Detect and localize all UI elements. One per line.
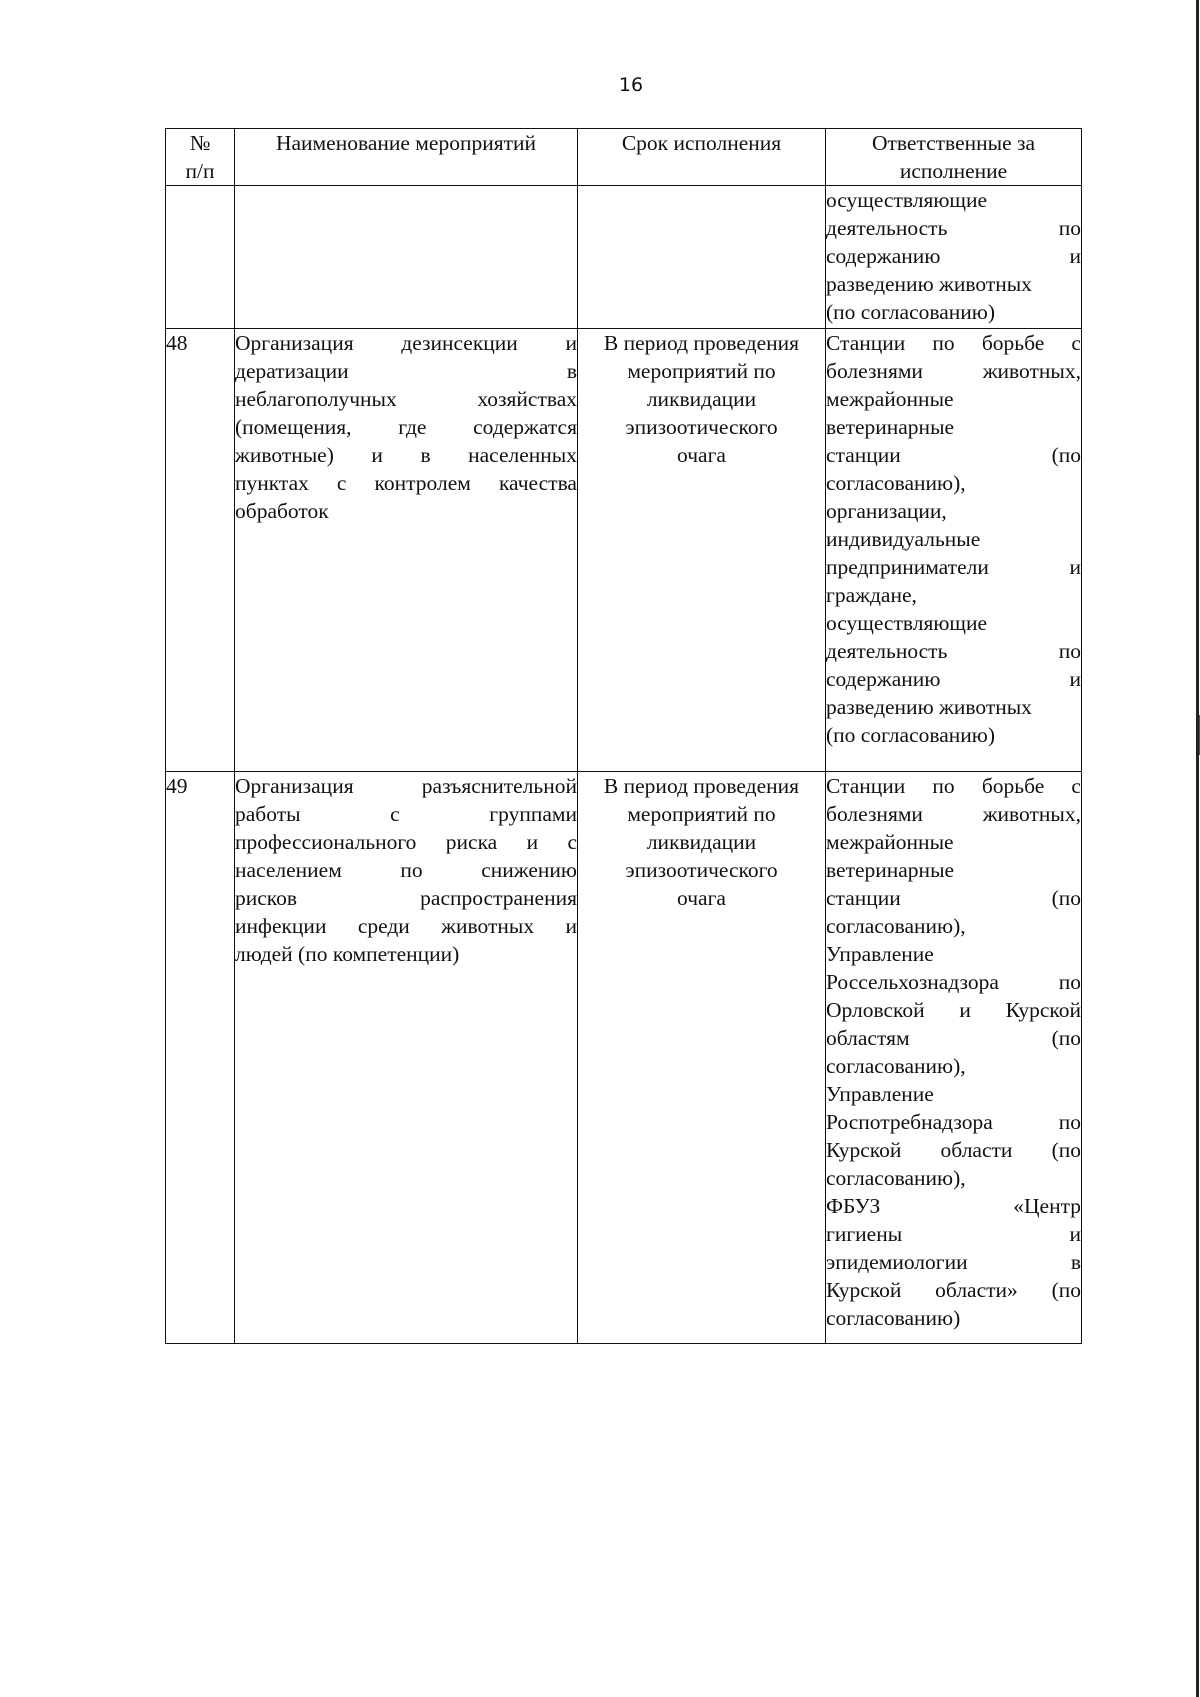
word: животные) xyxy=(235,443,334,467)
word: и xyxy=(565,914,577,938)
word: предприниматели xyxy=(826,555,989,579)
resp-line: Управление xyxy=(826,942,934,966)
word: дезинсекции xyxy=(401,331,518,355)
name-line xyxy=(235,856,577,884)
resp-line xyxy=(826,637,1081,665)
resp-line: Управление xyxy=(826,1082,934,1106)
word: и xyxy=(526,830,539,854)
word: в xyxy=(420,443,431,467)
resp-line: осуществляющие xyxy=(826,188,988,212)
measures-table xyxy=(165,128,1082,1344)
cell-number xyxy=(166,186,235,329)
word: животных, xyxy=(982,802,1081,826)
resp-line xyxy=(826,553,1081,581)
resp-line xyxy=(826,1248,1081,1276)
word: гигиены xyxy=(826,1222,903,1246)
word: группами xyxy=(489,802,577,826)
word: (помещения, xyxy=(235,415,352,439)
name-line xyxy=(235,413,577,441)
name-line xyxy=(235,772,577,800)
word: с xyxy=(1071,774,1081,798)
word: ФБУЗ xyxy=(826,1194,881,1218)
scan-edge-line xyxy=(1196,0,1199,1697)
term-line: мероприятий по xyxy=(627,802,776,826)
word: по xyxy=(1058,639,1081,663)
resp-line: организации, xyxy=(826,499,947,523)
table-row xyxy=(166,329,1082,772)
word: станции xyxy=(826,443,901,467)
table-header-row xyxy=(166,129,1082,186)
word: Курской xyxy=(826,1138,902,1162)
table-row-continuation xyxy=(166,186,1082,329)
word: среди xyxy=(357,914,410,938)
word: «Центр xyxy=(1013,1194,1081,1218)
resp-line: согласованию), xyxy=(826,1054,966,1078)
name-line xyxy=(235,441,577,469)
resp-line xyxy=(826,1136,1081,1164)
word: и xyxy=(1069,555,1081,579)
word: Россельхознадзора xyxy=(826,970,999,994)
resp-line: ветеринарные xyxy=(826,858,955,882)
resp-line: межрайонные xyxy=(826,387,954,411)
resp-line xyxy=(826,357,1081,385)
resp-line xyxy=(826,1220,1081,1248)
resp-line: индивидуальные xyxy=(826,527,981,551)
word: (по xyxy=(1051,886,1081,910)
name-line xyxy=(235,912,577,940)
resp-line xyxy=(826,996,1081,1024)
name-line xyxy=(235,329,577,357)
word: Орловской xyxy=(826,998,925,1022)
resp-line xyxy=(826,968,1081,996)
word: работы xyxy=(235,802,301,826)
name-line xyxy=(235,385,577,413)
resp-line xyxy=(826,772,1081,800)
word: области» xyxy=(935,1278,1018,1302)
word: Станции xyxy=(826,331,906,355)
word: области xyxy=(940,1138,1013,1162)
resp-line xyxy=(826,884,1081,912)
resp-line: (по согласованию) xyxy=(826,300,996,324)
word: рисков xyxy=(235,886,298,910)
resp-line: разведению животных xyxy=(826,695,1032,719)
header-responsible-line: исполнение xyxy=(899,159,1008,183)
header-responsible-line: Ответственные за xyxy=(871,131,1036,155)
header-responsible xyxy=(826,129,1082,186)
cell-responsible xyxy=(826,186,1082,329)
resp-line: межрайонные xyxy=(826,830,954,854)
word: по xyxy=(932,774,955,798)
word: инфекции xyxy=(235,914,327,938)
word: распространения xyxy=(420,886,577,910)
word: Курской xyxy=(1005,998,1081,1022)
word: с xyxy=(1071,331,1081,355)
word: профессионального xyxy=(235,830,417,854)
word: по xyxy=(1058,970,1081,994)
term-line: В период проведения xyxy=(603,331,800,355)
word: по xyxy=(932,331,955,355)
header-term-line: Срок исполнения xyxy=(621,131,782,155)
word: и xyxy=(371,443,383,467)
word: Организация xyxy=(235,331,354,355)
cell-term xyxy=(578,772,826,1344)
term-line: очага xyxy=(677,443,726,467)
word: содержанию xyxy=(826,667,941,691)
resp-line xyxy=(826,329,1081,357)
term-line: очага xyxy=(677,886,726,910)
term-line: ликвидации xyxy=(646,830,757,854)
resp-line xyxy=(826,1276,1081,1304)
word: деятельность xyxy=(826,639,948,663)
word: и xyxy=(1069,244,1081,268)
word: животных, xyxy=(982,359,1081,383)
resp-line xyxy=(826,665,1081,693)
word: болезнями xyxy=(826,359,923,383)
word: областям xyxy=(826,1026,910,1050)
word: по xyxy=(1058,216,1081,240)
table-row xyxy=(166,772,1082,1344)
word: животных xyxy=(441,914,535,938)
resp-line: согласованию), xyxy=(826,914,966,938)
resp-line xyxy=(826,242,1081,270)
word: по xyxy=(1058,1110,1081,1134)
word: контролем xyxy=(374,471,471,495)
word: станции xyxy=(826,886,901,910)
resp-line: (по согласованию) xyxy=(826,723,996,747)
word: и xyxy=(1069,667,1081,691)
word: где xyxy=(398,415,427,439)
word: Роспотребнадзора xyxy=(826,1110,993,1134)
cell-measure-name xyxy=(235,186,578,329)
name-line: обработок xyxy=(235,499,329,523)
resp-line: согласованию), xyxy=(826,1166,966,1190)
term-line: мероприятий по xyxy=(627,359,776,383)
word: (по xyxy=(1051,1278,1081,1302)
term-line: эпизоотического xyxy=(625,415,778,439)
cell-number: 48 xyxy=(166,329,235,772)
resp-line: разведению животных xyxy=(826,272,1032,296)
header-measure-name xyxy=(235,129,578,186)
header-number-line: п/п xyxy=(185,159,215,183)
word: населением xyxy=(235,858,342,882)
name-line xyxy=(235,800,577,828)
word: в xyxy=(566,359,577,383)
word: населенных xyxy=(468,443,577,467)
cell-measure-name xyxy=(235,772,578,1344)
cell-number: 49 xyxy=(166,772,235,1344)
page-number: 16 xyxy=(618,74,644,96)
word: хозяйствах xyxy=(477,387,577,411)
term-line: В период проведения xyxy=(603,774,800,798)
resp-line: граждане, xyxy=(826,583,917,607)
resp-line xyxy=(826,1192,1081,1220)
word: качества xyxy=(498,471,577,495)
cell-term xyxy=(578,186,826,329)
word: Курской xyxy=(826,1278,902,1302)
term-line: ликвидации xyxy=(646,387,757,411)
resp-line: ветеринарные xyxy=(826,415,955,439)
word: неблагополучных xyxy=(235,387,397,411)
name-line xyxy=(235,884,577,912)
name-line: людей (по компетенции) xyxy=(235,942,460,966)
name-line xyxy=(235,828,577,856)
name-line xyxy=(235,357,577,385)
cell-measure-name xyxy=(235,329,578,772)
word: и xyxy=(1069,1222,1081,1246)
resp-line: согласованию), xyxy=(826,471,966,495)
word: с xyxy=(567,830,577,854)
word: (по xyxy=(1051,443,1081,467)
cell-responsible xyxy=(826,329,1082,772)
resp-line xyxy=(826,1108,1081,1136)
word: и xyxy=(959,998,971,1022)
word: борьбе xyxy=(981,774,1045,798)
word: риска xyxy=(445,830,498,854)
cell-responsible xyxy=(826,772,1082,1344)
resp-line: осуществляющие xyxy=(826,611,988,635)
header-number xyxy=(166,129,235,186)
resp-line xyxy=(826,214,1081,242)
word: Организация xyxy=(235,774,354,798)
word: эпидемиологии xyxy=(826,1250,968,1274)
word: пунктах xyxy=(235,471,309,495)
word: снижению xyxy=(481,858,577,882)
word: дератизации xyxy=(235,359,349,383)
term-line: эпизоотического xyxy=(625,858,778,882)
word: содержанию xyxy=(826,244,941,268)
word: с xyxy=(336,471,347,495)
resp-line xyxy=(826,1024,1081,1052)
resp-line: согласованию) xyxy=(826,1306,961,1330)
word: разъяснительной xyxy=(421,774,577,798)
header-measure-name-line: Наименование мероприятий xyxy=(275,131,537,155)
word: борьбе xyxy=(981,331,1045,355)
cell-term xyxy=(578,329,826,772)
name-line xyxy=(235,469,577,497)
resp-line xyxy=(826,441,1081,469)
resp-line xyxy=(826,800,1081,828)
word: (по xyxy=(1051,1138,1081,1162)
word: в xyxy=(1070,1250,1081,1274)
word: содержатся xyxy=(473,415,577,439)
word: с xyxy=(390,802,400,826)
word: и xyxy=(565,331,577,355)
header-term xyxy=(578,129,826,186)
word: (по xyxy=(1051,1026,1081,1050)
word: болезнями xyxy=(826,802,923,826)
word: Станции xyxy=(826,774,906,798)
header-number-line: № xyxy=(189,131,211,155)
word: по xyxy=(400,858,423,882)
word: деятельность xyxy=(826,216,948,240)
